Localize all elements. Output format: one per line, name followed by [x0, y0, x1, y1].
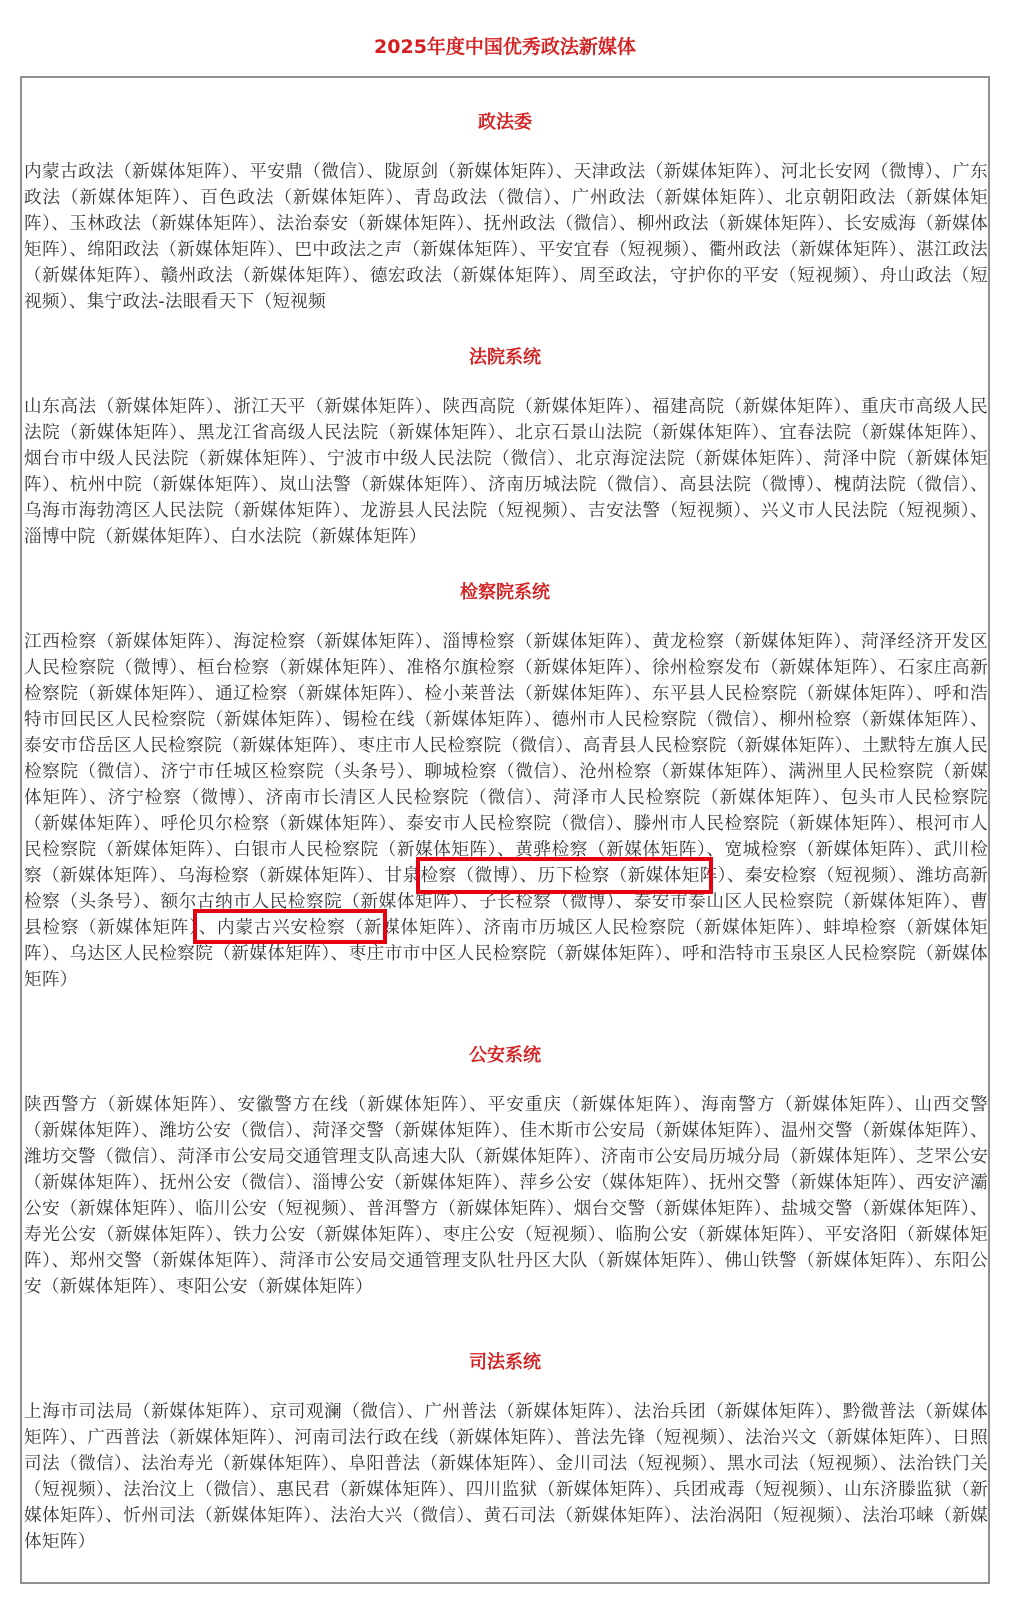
section-body-judicial: 上海市司法局（新媒体矩阵）、京司观澜（微信）、广州普法（新媒体矩阵）、法治兵团（新媒体矩阵）、黔微普法（新媒体矩阵）、广西普法（新媒体矩阵）、河南司法行政在线（新媒体矩阵）、普法先锋（短视频）、法治兴文（新媒体矩阵）、日照司法（微信）、法治寿光（新媒体矩阵）、阜阳普法（新媒体矩阵）、金川司法（短视频）、黑水司法（短视频）、法治铁门关（短视频）、法治汶上（微信）、惠民君（新媒体矩阵）、四川监狱（新媒体矩阵）、兵团戒毒（短视频）、山东济滕监狱（新媒体矩阵）、忻州司法（新媒体矩阵）、法治大兴（微信）、黄石司法（新媒体矩阵）、法治涡阳（短视频）、法治邛崃（新媒体矩阵） — [24, 1402, 988, 1552]
section-body-procuratorate: 江西检察（新媒体矩阵）、海淀检察（新媒体矩阵）、淄博检察（新媒体矩阵）、黄龙检察（新媒体矩阵）、菏泽经济开发区人民检察院（微博）、桓台检察（新媒体矩阵）、准格尔旗检察（新媒体矩阵）、徐州检察发布（新媒体矩阵）、石家庄高新检察院（新媒体矩阵）、通辽检察（新媒体矩阵）、检小莱普法（新媒体矩阵）、东平县人民检察院（新媒体矩阵）、呼和浩特市回民区人民检察院（新媒体矩阵）、锡检在线（新媒体矩阵）、德州市人民检察院（微信）、柳州检察（新媒体矩阵）、泰安市岱岳区人民检察院（新媒体矩阵）、枣庄市人民检察院（微信）、高青县人民检察院（新媒体矩阵）、土默特左旗人民检察院（微信）、济宁市任城区检察院（头条号）、聊城检察（微信）、沧州检察（新媒体矩阵）、满洲里人民检察院（新媒体矩阵）、济宁检察（微博）、济南市长清区人民检察院（微信）、菏泽市人民检察院（新媒体矩阵）、包头市人民检察院（新媒体矩阵）、呼伦贝尔检察（新媒体矩阵）、泰安市人民检察院（微信）、滕州市人民检察院（新媒体矩阵）、根河市人民检察院（新媒体矩阵）、白银市人民检察院（新媒体矩阵）、黄骅检察（新媒体矩阵）、宽城检察（新媒体矩阵）、武川检察（新媒体矩阵）、乌海检察（新媒体矩阵）、甘泉检察（微博）、历下检察（新媒体矩阵）、秦安检察（短视频）、潍坊高新检察（头条号）、额尔古纳市人民检察院（新媒体矩阵）、子长检察（微博）、泰安市泰山区人民检察院（新媒体矩阵）、曹县检察（新媒体矩阵）、内蒙古兴安检察（新媒体矩阵）、济南市历城区人民检察院（新媒体矩阵）、蚌埠检察（新媒体矩阵）、乌达区人民检察院（新媒体矩阵）、枣庄市市中区人民检察院（新媒体矩阵）、呼和浩特市玉泉区人民检察院（新媒体矩阵） — [24, 632, 988, 990]
page-title: 2025年度中国优秀政法新媒体 — [374, 36, 636, 58]
section-title-procuratorate: 检察院系统 — [460, 582, 550, 603]
section-title-public-security: 公安系统 — [469, 1045, 541, 1066]
section-title-zhengfawei: 政法委 — [478, 112, 532, 133]
highlight-box-qinan — [193, 909, 387, 944]
section-title-judicial: 司法系统 — [469, 1352, 541, 1373]
content-frame — [20, 76, 990, 1584]
section-body-zhengfawei: 内蒙古政法（新媒体矩阵）、平安鼎（微信）、陇原剑（新媒体矩阵）、天津政法（新媒体矩阵）、河北长安网（微博）、广东政法（新媒体矩阵）、百色政法（新媒体矩阵）、青岛政法（微信）、广州政法（新媒体矩阵）、北京朝阳政法（新媒体矩阵）、玉林政法（新媒体矩阵）、法治泰安（新媒体矩阵）、抚州政法（微信）、柳州政法（新媒体矩阵）、长安威海（新媒体矩阵）、绵阳政法（新媒体矩阵）、巴中政法之声（新媒体矩阵）、平安宜春（短视频）、衢州政法（新媒体矩阵）、湛江政法（新媒体矩阵）、赣州政法（新媒体矩阵）、德宏政法（新媒体矩阵）、周至政法，守护你的平安（短视频）、舟山政法（短视频）、集宁政法-法眼看天下（短视频 — [24, 162, 988, 312]
section-title-courts: 法院系统 — [469, 347, 541, 368]
section-body-public-security: 陕西警方（新媒体矩阵）、安徽警方在线（新媒体矩阵）、平安重庆（新媒体矩阵）、海南警方（新媒体矩阵）、山西交警（新媒体矩阵）、潍坊公安（微信）、菏泽交警（新媒体矩阵）、佳木斯市公安局（新媒体矩阵）、温州交警（新媒体矩阵）、潍坊交警（微信）、菏泽市公安局交通管理支队高速大队（新媒体矩阵）、济南市公安局历城分局（新媒体矩阵）、芝罘公安（新媒体矩阵）、抚州公安（微信）、淄博公安（新媒体矩阵）、萍乡公安（媒体矩阵）、抚州交警（新媒体矩阵）、西安浐灞公安（新媒体矩阵）、临川公安（短视频）、普洱警方（新媒体矩阵）、烟台交警（新媒体矩阵）、盐城交警（新媒体矩阵）、寿光公安（新媒体矩阵）、铁力公安（新媒体矩阵）、枣庄公安（短视频）、临朐公安（新媒体矩阵）、平安洛阳（新媒体矩阵）、郑州交警（新媒体矩阵）、菏泽市公安局交通管理支队牡丹区大队（新媒体矩阵）、佛山铁警（新媒体矩阵）、东阳公安（新媒体矩阵）、枣阳公安（新媒体矩阵） — [24, 1095, 988, 1297]
section-body-courts: 山东高法（新媒体矩阵）、浙江天平（新媒体矩阵）、陕西高院（新媒体矩阵）、福建高院（新媒体矩阵）、重庆市高级人民法院（新媒体矩阵）、黑龙江省高级人民法院（新媒体矩阵）、北京石景山法院（新媒体矩阵）、宜春法院（新媒体矩阵）、烟台市中级人民法院（新媒体矩阵）、宁波市中级人民法院（微信）、北京海淀法院（新媒体矩阵）、菏泽中院（新媒体矩阵）、杭州中院（新媒体矩阵）、岚山法警（新媒体矩阵）、济南历城法院（微信）、高县法院（微博）、槐荫法院（微信）、乌海市海勃湾区人民法院（新媒体矩阵）、龙游县人民法院（短视频）、吉安法警（短视频）、兴义市人民法院（短视频）、淄博中院（新媒体矩阵）、白水法院（新媒体矩阵） — [24, 397, 988, 547]
highlight-box-baiyin — [416, 857, 713, 894]
